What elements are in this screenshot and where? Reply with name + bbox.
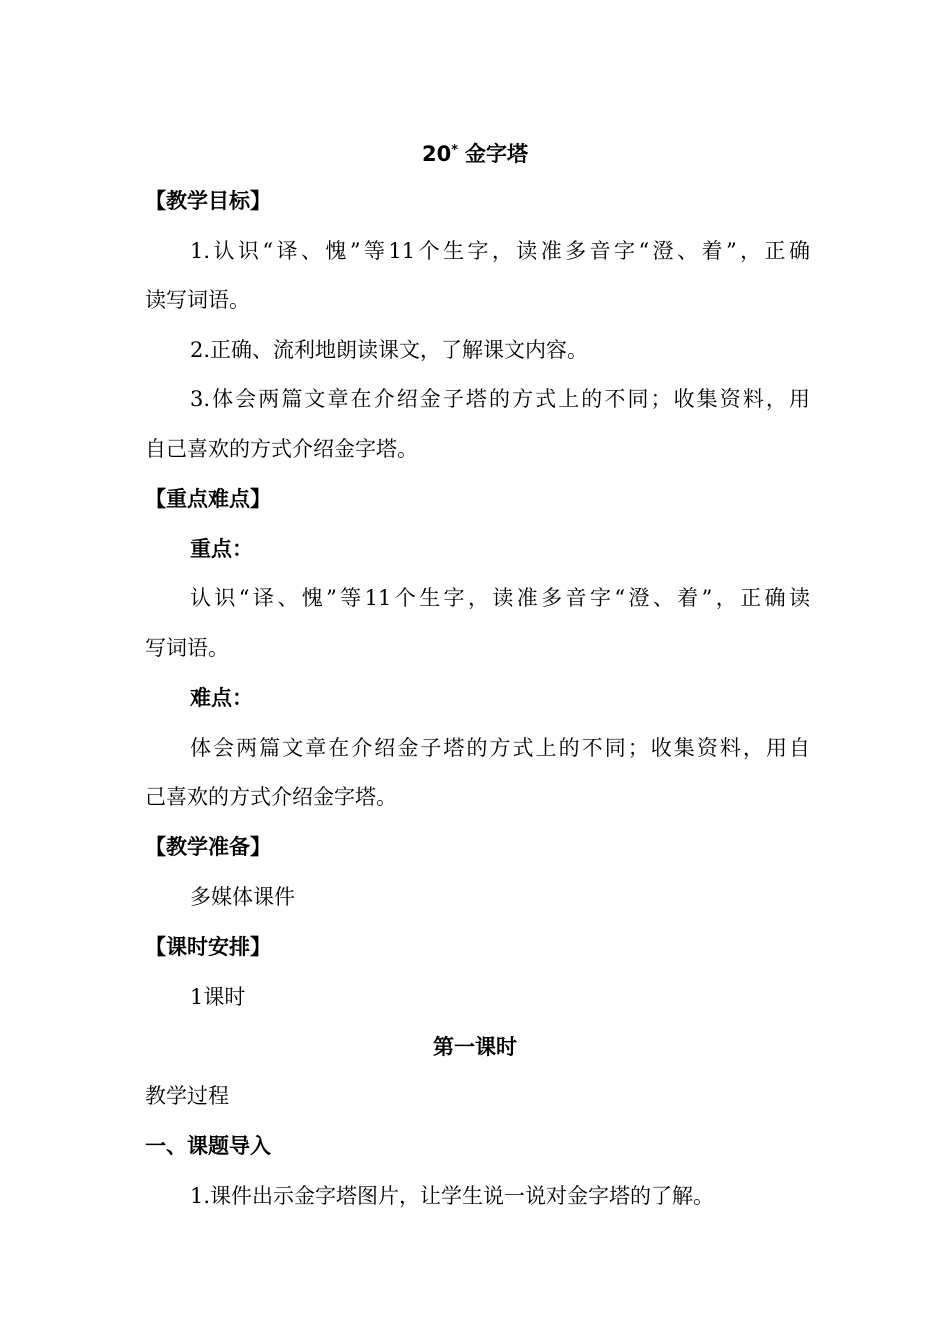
goal-item-2: 2.正确、流利地朗读课文，了解课文内容。 [190, 338, 589, 362]
process-label: 教学过程 [145, 1084, 229, 1108]
goal-item-3-line-2: 自己喜欢的方式介绍金字塔。 [145, 437, 418, 461]
goal-item-1-line-2: 读写词语。 [145, 288, 250, 312]
focus-label: 重点： [190, 537, 253, 561]
title-number: 20 [421, 142, 452, 166]
preparation-heading: 【教学准备】 [145, 835, 271, 859]
focus-line-1: 认识“译、愧”等11个生字，读准多音字“澄、着”，正确读 [190, 586, 810, 610]
goal-item-3-line-1: 3.体会两篇文章在介绍金子塔的方式上的不同；收集资料，用 [190, 387, 810, 411]
difficulty-label: 难点： [190, 686, 253, 710]
schedule-content: 1课时 [190, 985, 246, 1009]
part-1-item-1: 1.课件出示金字塔图片，让学生说一说对金字塔的了解。 [190, 1184, 715, 1208]
part-1-heading: 一、课题导入 [145, 1134, 271, 1158]
document-title [0, 133, 950, 172]
title-text: 金字塔 [465, 142, 529, 166]
difficulty-line-2: 己喜欢的方式介绍金字塔。 [145, 785, 397, 809]
preparation-content: 多媒体课件 [190, 885, 295, 909]
key-points-heading: 【重点难点】 [145, 487, 271, 511]
focus-line-2: 写词语。 [145, 636, 229, 660]
lesson-heading: 第一课时 [433, 1035, 517, 1059]
goals-heading: 【教学目标】 [145, 189, 271, 213]
schedule-heading: 【课时安排】 [145, 935, 271, 959]
goal-item-1-line-1: 1.认识“译、愧”等11个生字，读准多音字“澄、着”，正确 [190, 239, 810, 263]
difficulty-line-1: 体会两篇文章在介绍金子塔的方式上的不同；收集资料，用自 [190, 736, 810, 760]
title-mark: * [451, 143, 459, 158]
